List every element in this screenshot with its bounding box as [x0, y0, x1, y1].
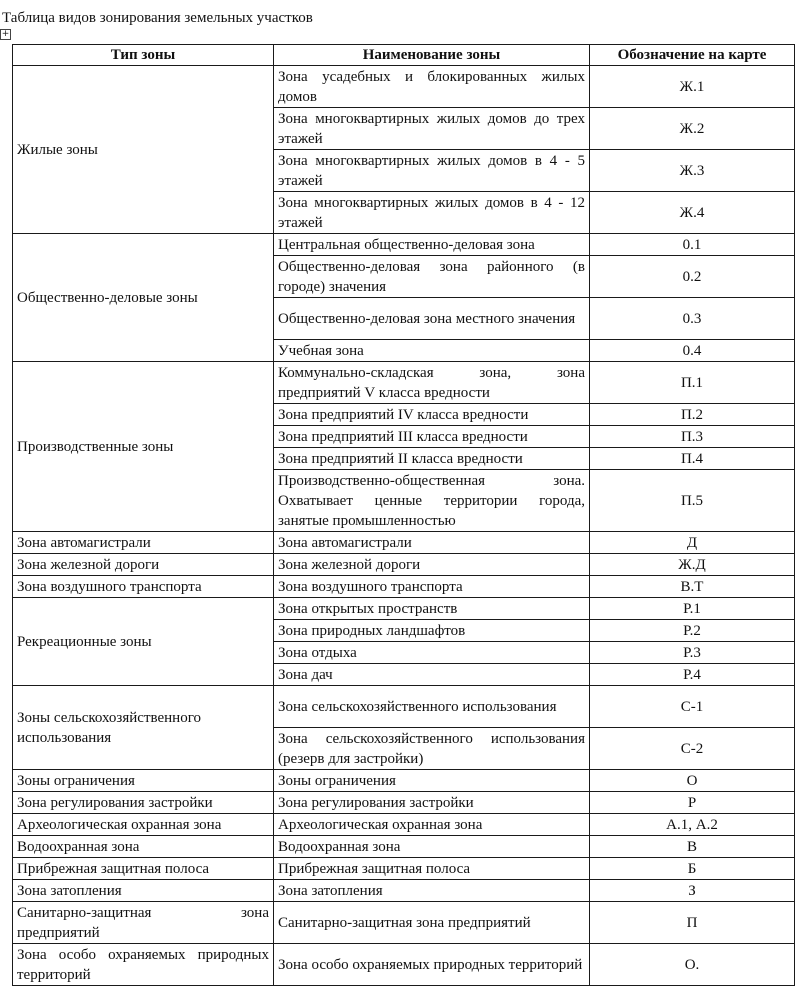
zone-name-cell: Зона сельскохозяйственного использования (резерв для застройки): [274, 728, 590, 770]
document-title: Таблица видов зонирования земельных участков: [2, 10, 313, 26]
table-row: [13, 770, 795, 792]
map-code-cell: А.1, А.2: [590, 814, 795, 836]
zone-name-cell: Зона многоквартирных жилых домов до трех этажей: [274, 108, 590, 150]
zone-name-cell: Производственно-общественная зона. Охватывает ценные территории города, занятые промышленностью: [274, 470, 590, 532]
header-zone-name: Наименование зоны: [274, 45, 590, 66]
map-code-cell: П.2: [590, 404, 795, 426]
table-row: [13, 554, 795, 576]
map-code-cell: С-2: [590, 728, 795, 770]
map-code-cell: В.Т: [590, 576, 795, 598]
zone-name-cell: Зона воздушного транспорта: [274, 576, 590, 598]
zone-type-cell: Археологическая охранная зона: [13, 814, 274, 836]
map-code-cell: 0.2: [590, 256, 795, 298]
zone-type-cell: Санитарно-защитная зона предприятий: [13, 902, 274, 944]
zone-type-cell: Зона регулирования застройки: [13, 792, 274, 814]
map-code-cell: П.4: [590, 448, 795, 470]
zone-name-cell: Водоохранная зона: [274, 836, 590, 858]
zone-type-cell: Зоны сельскохозяйственного использования: [13, 686, 274, 770]
table-row: [13, 858, 795, 880]
zone-name-cell: Зона многоквартирных жилых домов в 4 - 5 этажей: [274, 150, 590, 192]
zone-name-cell: Прибрежная защитная полоса: [274, 858, 590, 880]
map-code-cell: Р.3: [590, 642, 795, 664]
map-code-cell: О.: [590, 944, 795, 986]
zone-type-cell: Зона воздушного транспорта: [13, 576, 274, 598]
table-row: [13, 234, 795, 256]
table-row: [13, 944, 795, 986]
header-zone-type: Тип зоны: [13, 45, 274, 66]
zone-name-cell: Зона затопления: [274, 880, 590, 902]
zone-type-cell: Производственные зоны: [13, 362, 274, 532]
zone-name-cell: Зона многоквартирных жилых домов в 4 - 12 этажей: [274, 192, 590, 234]
zone-name-cell: Центральная общественно-деловая зона: [274, 234, 590, 256]
map-code-cell: З: [590, 880, 795, 902]
zone-name-cell: Зона автомагистрали: [274, 532, 590, 554]
table-row: [13, 686, 795, 728]
table-row: [13, 532, 795, 554]
zone-name-cell: Зона предприятий IV класса вредности: [274, 404, 590, 426]
map-code-cell: Ж.2: [590, 108, 795, 150]
zone-name-cell: Зона особо охраняемых природных территорий: [274, 944, 590, 986]
zone-name-cell: Зона предприятий II класса вредности: [274, 448, 590, 470]
zone-name-cell: Зона железной дороги: [274, 554, 590, 576]
zone-type-cell: Зона особо охраняемых природных территорий: [13, 944, 274, 986]
zone-name-cell: Зона сельскохозяйственного использования: [274, 686, 590, 728]
zone-name-cell: Зона дач: [274, 664, 590, 686]
map-code-cell: Б: [590, 858, 795, 880]
zone-name-cell: Санитарно-защитная зона предприятий: [274, 902, 590, 944]
zone-type-cell: Общественно-деловые зоны: [13, 234, 274, 362]
zone-type-cell: Зона затопления: [13, 880, 274, 902]
header-map-code: Обозначение на карте: [590, 45, 795, 66]
map-code-cell: Ж.3: [590, 150, 795, 192]
zone-name-cell: Археологическая охранная зона: [274, 814, 590, 836]
zone-type-cell: Жилые зоны: [13, 66, 274, 234]
map-code-cell: П.5: [590, 470, 795, 532]
table-row: [13, 814, 795, 836]
zone-type-cell: Зона автомагистрали: [13, 532, 274, 554]
map-code-cell: П.3: [590, 426, 795, 448]
table-row: [13, 792, 795, 814]
zone-type-cell: Водоохранная зона: [13, 836, 274, 858]
zone-name-cell: Коммунально-складская зона, зона предприятий V класса вредности: [274, 362, 590, 404]
table-row: [13, 598, 795, 620]
table-row: [13, 836, 795, 858]
map-code-cell: П: [590, 902, 795, 944]
map-code-cell: Ж.Д: [590, 554, 795, 576]
table-row: [13, 880, 795, 902]
zone-name-cell: Зона усадебных и блокированных жилых домов: [274, 66, 590, 108]
zoning-table: [12, 44, 795, 986]
zone-type-cell: Рекреационные зоны: [13, 598, 274, 686]
map-code-cell: В: [590, 836, 795, 858]
map-code-cell: Р.4: [590, 664, 795, 686]
zone-name-cell: Зона предприятий III класса вредности: [274, 426, 590, 448]
map-code-cell: 0.4: [590, 340, 795, 362]
zone-name-cell: Зона регулирования застройки: [274, 792, 590, 814]
zone-name-cell: Общественно-деловая зона районного (в городе) значения: [274, 256, 590, 298]
table-row: [13, 576, 795, 598]
table-header-row: [13, 45, 795, 66]
table-move-handle-icon[interactable]: +: [1, 29, 10, 39]
zone-name-cell: Зона открытых пространств: [274, 598, 590, 620]
map-code-cell: Д: [590, 532, 795, 554]
map-code-cell: Р.2: [590, 620, 795, 642]
zoning-table-body: [13, 66, 795, 986]
map-code-cell: Р: [590, 792, 795, 814]
table-row: [13, 902, 795, 944]
map-code-cell: Ж.4: [590, 192, 795, 234]
map-code-cell: О: [590, 770, 795, 792]
map-code-cell: П.1: [590, 362, 795, 404]
zone-type-cell: Зоны ограничения: [13, 770, 274, 792]
table-row: [13, 66, 795, 108]
map-code-cell: 0.3: [590, 298, 795, 340]
map-code-cell: Р.1: [590, 598, 795, 620]
map-code-cell: С-1: [590, 686, 795, 728]
zone-name-cell: Зоны ограничения: [274, 770, 590, 792]
zone-type-cell: Зона железной дороги: [13, 554, 274, 576]
zone-name-cell: Общественно-деловая зона местного значения: [274, 298, 590, 340]
zone-name-cell: Учебная зона: [274, 340, 590, 362]
table-row: [13, 362, 795, 404]
zone-name-cell: Зона отдыха: [274, 642, 590, 664]
zone-name-cell: Зона природных ландшафтов: [274, 620, 590, 642]
map-code-cell: 0.1: [590, 234, 795, 256]
map-code-cell: Ж.1: [590, 66, 795, 108]
zone-type-cell: Прибрежная защитная полоса: [13, 858, 274, 880]
